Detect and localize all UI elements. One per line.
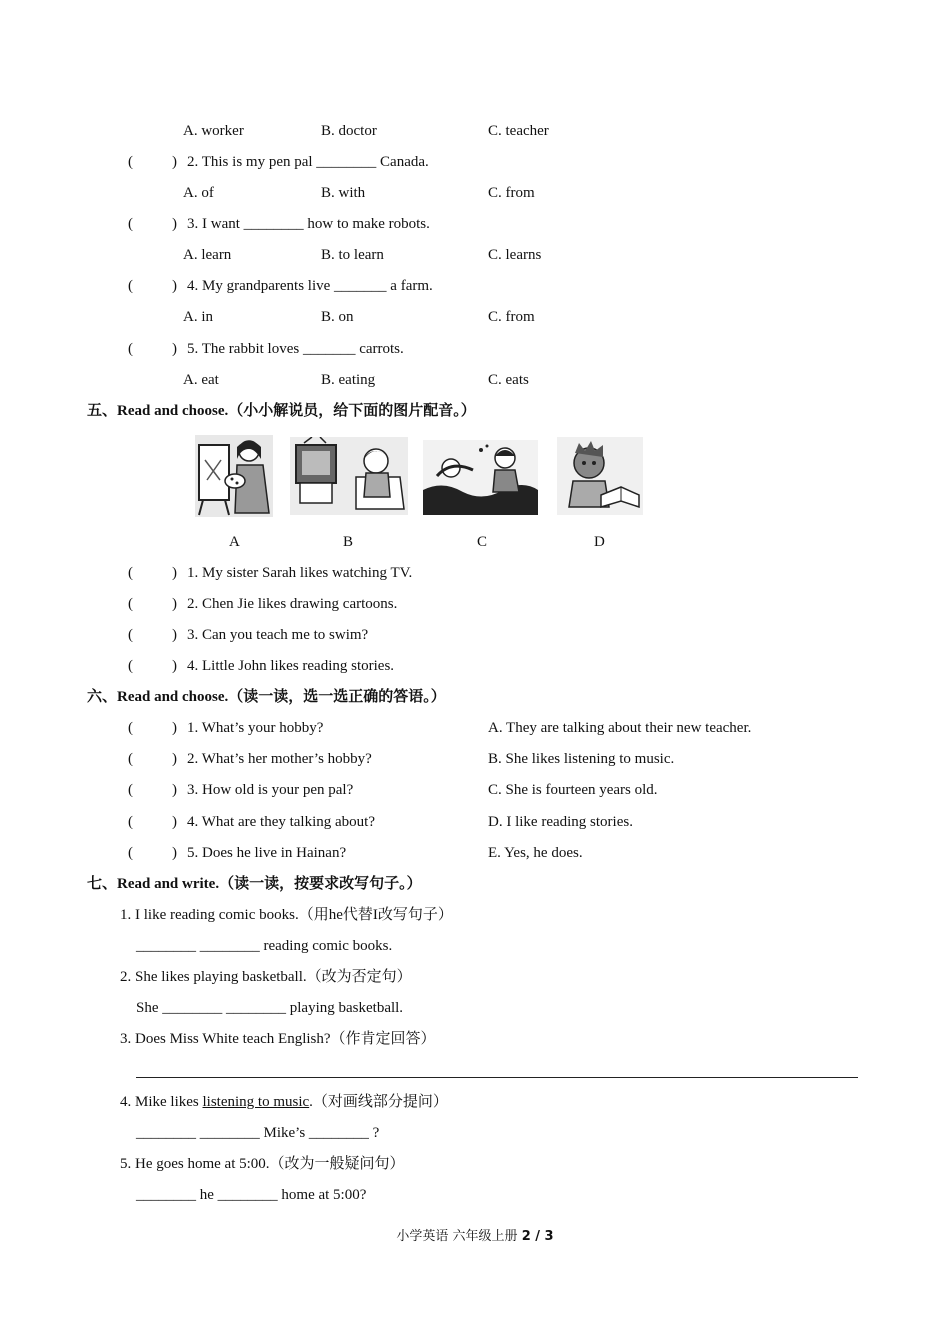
answer-paren-open: ( bbox=[128, 751, 133, 767]
option-b: B. with bbox=[321, 185, 366, 201]
answer-paren-open: ( bbox=[128, 154, 133, 170]
question-text: 3. How old is your pen pal? bbox=[187, 782, 354, 798]
picture-d-reading bbox=[557, 437, 643, 515]
answer-paren-close: ) bbox=[172, 720, 177, 736]
picture-label-c: C bbox=[477, 534, 488, 550]
question-text: 2. This is my pen pal ________ Canada. bbox=[187, 154, 429, 170]
picture-a-painting bbox=[195, 435, 273, 517]
rewrite-answer-5: ________ he ________ home at 5:00? bbox=[136, 1187, 367, 1203]
footer-text: 小学英语 六年级上册 bbox=[396, 1229, 522, 1244]
picture-b-watching-tv bbox=[290, 437, 408, 515]
q4-underlined: listening to music bbox=[202, 1094, 310, 1110]
answer-paren-open: ( bbox=[128, 565, 133, 581]
question-text: 1. What’s your hobby? bbox=[187, 720, 324, 736]
option-b: B. to learn bbox=[321, 247, 384, 263]
section-heading-7: 七、Read and write.（读一读，按要求改写句子。） bbox=[87, 876, 422, 892]
rewrite-answer-2: She ________ ________ playing basketball. bbox=[136, 1000, 404, 1016]
question-text: 4. What are they talking about? bbox=[187, 814, 375, 830]
answer-line bbox=[136, 1077, 858, 1078]
q4-prefix: 4. Mike likes bbox=[120, 1094, 203, 1110]
picture-label-b: B bbox=[343, 534, 354, 550]
answer-paren-close: ) bbox=[172, 565, 177, 581]
option-b: B. on bbox=[321, 309, 354, 325]
option-c: C. eats bbox=[488, 372, 529, 388]
answer-paren-close: ) bbox=[172, 658, 177, 674]
question-text: 1. My sister Sarah likes watching TV. bbox=[187, 565, 413, 581]
answer-choice: E. Yes, he does. bbox=[488, 845, 583, 861]
page-number: 2 / 3 bbox=[521, 1229, 554, 1244]
question-text: 2. What’s her mother’s hobby? bbox=[187, 751, 372, 767]
option-c: C. from bbox=[488, 309, 535, 325]
answer-paren-open: ( bbox=[128, 845, 133, 861]
rewrite-answer-1: ________ ________ reading comic books. bbox=[136, 938, 393, 954]
page-footer bbox=[0, 1228, 950, 1246]
rewrite-question-4 bbox=[120, 1091, 448, 1113]
answer-paren-close: ) bbox=[172, 216, 177, 232]
answer-paren-open: ( bbox=[128, 278, 133, 294]
question-text: 2. Chen Jie likes drawing cartoons. bbox=[187, 596, 398, 612]
answer-choice: C. She is fourteen years old. bbox=[488, 782, 658, 798]
question-text: 5. Does he live in Hainan? bbox=[187, 845, 347, 861]
answer-paren-open: ( bbox=[128, 720, 133, 736]
picture-label-d: D bbox=[594, 534, 605, 550]
answer-paren-close: ) bbox=[172, 782, 177, 798]
option-c: C. learns bbox=[488, 247, 542, 263]
answer-paren-close: ) bbox=[172, 627, 177, 643]
q1-option-a: A. worker bbox=[183, 123, 244, 139]
option-b: B. eating bbox=[321, 372, 376, 388]
option-a: A. of bbox=[183, 185, 214, 201]
answer-paren-open: ( bbox=[128, 782, 133, 798]
rewrite-question-5: 5. He goes home at 5:00.（改为一般疑问句） bbox=[120, 1156, 405, 1172]
section-heading-5: 五、Read and choose.（小小解说员，给下面的图片配音。） bbox=[87, 403, 476, 419]
answer-paren-close: ) bbox=[172, 154, 177, 170]
answer-paren-close: ) bbox=[172, 596, 177, 612]
answer-paren-open: ( bbox=[128, 341, 133, 357]
answer-choice: B. She likes listening to music. bbox=[488, 751, 675, 767]
rewrite-question-1: 1. I like reading comic books.（用he代替I改写句子） bbox=[120, 907, 453, 923]
answer-choice: D. I like reading stories. bbox=[488, 814, 633, 830]
section-heading-6: 六、Read and choose.（读一读，选一选正确的答语。） bbox=[87, 689, 446, 705]
picture-label-a: A bbox=[229, 534, 240, 550]
answer-paren-open: ( bbox=[128, 658, 133, 674]
answer-paren-close: ) bbox=[172, 278, 177, 294]
answer-paren-open: ( bbox=[128, 216, 133, 232]
answer-paren-open: ( bbox=[128, 596, 133, 612]
question-text: 3. I want ________ how to make robots. bbox=[187, 216, 430, 232]
answer-paren-close: ) bbox=[172, 814, 177, 830]
q1-option-c: C. teacher bbox=[488, 123, 549, 139]
option-a: A. in bbox=[183, 309, 213, 325]
question-text: 4. Little John likes reading stories. bbox=[187, 658, 395, 674]
answer-paren-close: ) bbox=[172, 845, 177, 861]
answer-paren-close: ) bbox=[172, 751, 177, 767]
question-text: 4. My grandparents live _______ a farm. bbox=[187, 278, 433, 294]
answer-paren-close: ) bbox=[172, 341, 177, 357]
q4-suffix: .（对画线部分提问） bbox=[309, 1094, 448, 1110]
rewrite-question-2: 2. She likes playing basketball.（改为否定句） bbox=[120, 969, 412, 985]
rewrite-answer-4: ________ ________ Mike’s ________ ? bbox=[136, 1125, 380, 1141]
answer-choice: A. They are talking about their new teacher. bbox=[488, 720, 752, 736]
option-c: C. from bbox=[488, 185, 535, 201]
option-a: A. learn bbox=[183, 247, 232, 263]
question-text: 5. The rabbit loves _______ carrots. bbox=[187, 341, 404, 357]
picture-c-swimming bbox=[423, 440, 538, 515]
question-text: 3. Can you teach me to swim? bbox=[187, 627, 369, 643]
q1-option-b: B. doctor bbox=[321, 123, 377, 139]
answer-paren-open: ( bbox=[128, 814, 133, 830]
option-a: A. eat bbox=[183, 372, 219, 388]
rewrite-question-3: 3. Does Miss White teach English?（作肯定回答） bbox=[120, 1031, 436, 1047]
answer-paren-open: ( bbox=[128, 627, 133, 643]
